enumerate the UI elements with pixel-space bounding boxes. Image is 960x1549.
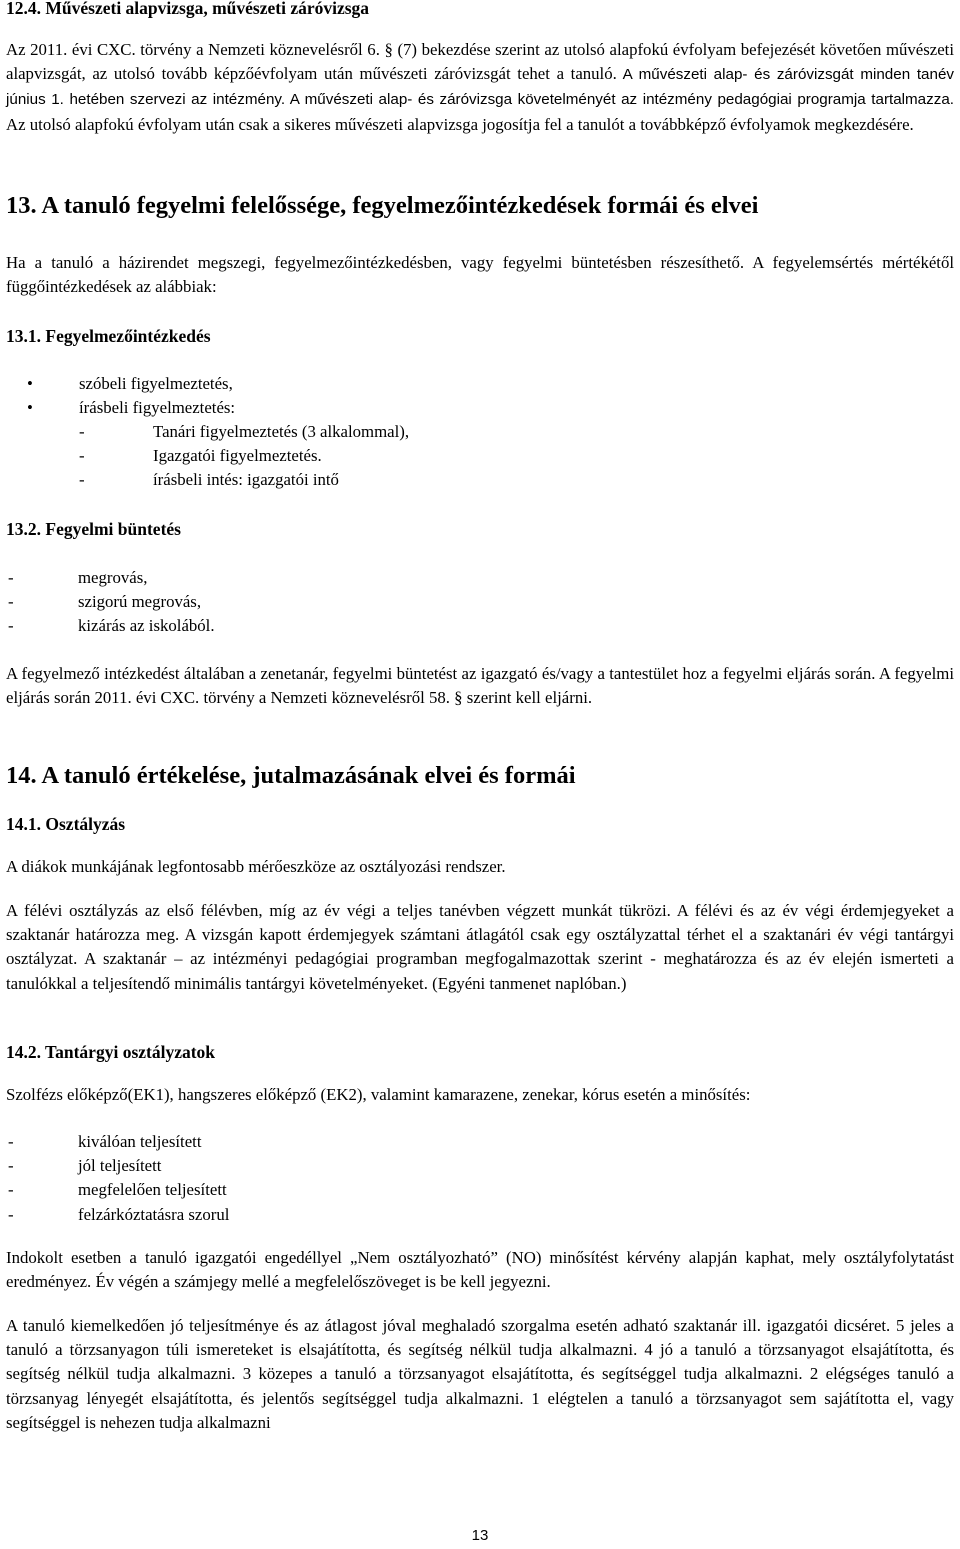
section-14-2-paragraph-3: A tanuló kiemelkedően jó teljesítménye és az átlagost jóval meghaladó szorgalma esetén adható szaktanár ill. igazgatói dicséret. 5 jeles a tanuló a törzsanyagon túli ismereteket is elsajátította, és segítség nélkül tudja alkalmazni. 4 jó a tanuló a törzsanyagot elsajátította, és segítség nélkül tudja alkalmazni. 3 közepes a tanuló a törzsanyagot elsajátította, és segítséggel tudja alkalmazni. 2 elégséges tanuló a törzsanyag lényegét elsajátította, és jelentős segítséggel tudja alkalmazni. 1 elégtelen a tanuló a törzsanyagot sem sajátította el, vagy segítséggel is nehezen tudja alkalmazni	[6, 1316, 954, 1432]
list-item: - felzárkóztatásra szorul	[6, 1203, 906, 1227]
section-14-1-paragraph-1: A diákok munkájának legfontosabb mérőeszköze az osztályozási rendszer.	[6, 857, 506, 876]
list-item: - szigorú megrovás,	[6, 590, 906, 614]
list-item: - írásbeli intés: igazgatói intő	[6, 468, 906, 492]
section-14-2-paragraph-2: Indokolt esetben a tanuló igazgatói engedéllyel „Nem osztályozható” (NO) minősítést kérvény alapján kaphat, mely osztályfolytatást eredményez. Év végén a számjegy mellé a megfelelőszöveget is be kell jegyezni.	[6, 1248, 954, 1292]
section-13-intro: Ha a tanuló a házirendet megszegi, fegyelmezőintézkedésben, vagy fegyelmi büntetésben részesíthető. A fegyelemsértés mértékétől függőintézkedések az alábbiak:	[6, 253, 954, 297]
section-14-1-title: 14.1. Osztályzás	[6, 814, 126, 834]
section-14-1-paragraph-2: A félévi osztályzás az első félévben, míg az év végi a teljes tanévben végzett munkát tükrözi. A félévi és az év végi érdemjegyeket a szaktanár határozza meg. A vizsgán kapott érdemjegyek számtani átlagától csak egy osztályzattal térhet el a szaktanári év végi tantárgyi osztályzat. A szaktanár – az intézményi pedagógiai programban megfogalmazottak szerint - meghatározza és az év elején ismerteti a tanulókkal a teljesítendő minimális tantárgyi követelményeket. (Egyéni tanmenet naplóban.)	[6, 901, 954, 993]
list-item: - megfelelően teljesített	[6, 1178, 906, 1202]
list-item: - Igazgatói figyelmeztetés.	[6, 444, 906, 468]
section-13-closing: A fegyelmező intézkedést általában a zenetanár, fegyelmi büntetést az igazgató és/vagy a tantestület hoz a fegyelmi eljárás során. A fegyelmi eljárás során 2011. évi CXC. törvény a Nemzeti köznevelésről 58. § szerint kell eljárni.	[6, 664, 954, 708]
warning-list	[6, 372, 906, 420]
section-14-2-title: 14.2. Tantárgyi osztályzatok	[6, 1042, 216, 1062]
section-13-1-title: 13.1. Fegyelmezőintézkedés	[6, 326, 211, 346]
list-item: • szóbeli figyelmeztetés,	[6, 372, 906, 396]
section-12-4-title: 12.4. Művészeti alapvizsga, művészeti záróvizsga	[6, 0, 370, 18]
page-number: 13	[471, 1527, 489, 1544]
section-14-title: 14. A tanuló értékelése, jutalmazásának elvei és formái	[6, 762, 576, 789]
punishment-list	[6, 566, 906, 639]
paragraph-part-2: A művészeti alap- és záróvizsgát minden tanév június 1. hetében szervezi az intézmény. A művészeti alap- és záróvizsga követelményét az intézmény pedagógiai programja tartalmazza.	[6, 66, 954, 109]
section-13-2-title: 13.2. Fegyelmi büntetés	[6, 519, 181, 539]
list-item: • írásbeli figyelmeztetés:	[6, 396, 906, 420]
section-13-title: 13. A tanuló fegyelmi felelőssége, fegyelmezőintézkedések formái és elvei	[6, 192, 759, 219]
list-item: - Tanári figyelmeztetés (3 alkalommal),	[6, 420, 906, 444]
list-item: - jól teljesített	[6, 1154, 906, 1178]
grade-list	[6, 1130, 906, 1227]
paragraph-part-1: Az 2011. évi CXC. törvény a Nemzeti köznevelésről 6. § (7) bekezdése szerint az utolsó alapfokú évfolyam befejezését követően művészeti alapvizsgát, az utolsó tovább képzőévfolyam után művészeti záróvizsgát tehet a tanuló.	[6, 40, 954, 84]
section-12-4-paragraph	[6, 38, 954, 137]
list-item: - kiválóan teljesített	[6, 1130, 906, 1154]
list-item: - kizárás az iskolából.	[6, 614, 906, 638]
warning-sublist	[6, 420, 906, 493]
list-item: - megrovás,	[6, 566, 906, 590]
paragraph-part-3: Az utolsó alapfokú évfolyam után csak a sikeres művészeti alapvizsga jogosítja fel a tanulót a továbbképző évfolyamok megkezdésére.	[6, 114, 914, 134]
section-14-2-paragraph-1: Szolfézs előképző(EK1), hangszeres előképző (EK2), valamint kamarazene, zenekar, kórus esetén a minősítés:	[6, 1085, 751, 1104]
